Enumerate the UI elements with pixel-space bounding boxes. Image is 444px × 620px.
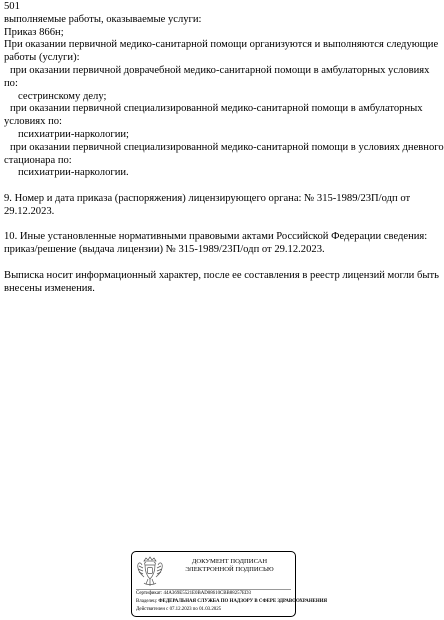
owner-label: Владелец: <box>136 599 158 605</box>
disclaimer-line-2: внесены изменения. <box>4 282 95 294</box>
license-extract-text <box>4 1 444 295</box>
item-10-line-2: приказ/решение (выдача лицензии) № 315-1989/23П/одп от 29.12.2023. <box>4 244 325 256</box>
certificate-row <box>136 590 306 598</box>
item-9-line-2: 29.12.2023. <box>4 205 55 217</box>
specialized-outpatient-line-2: условиях по: <box>4 116 62 128</box>
service-nursing: сестринскому делу; <box>18 90 107 102</box>
stamp-title-line-1: ДОКУМЕНТ ПОДПИСАН <box>191 558 268 565</box>
stamp-details <box>136 590 328 615</box>
specialized-day-hospital-line-1: при оказании первичной специализированной медико-санитарной помощи в условиях дневного <box>10 141 444 153</box>
service-psychiatry-narcology-outpatient: психиатрии-наркологии; <box>18 128 130 140</box>
certificate-label: Сертификат: <box>136 591 163 596</box>
page-number: 501 <box>4 1 20 12</box>
certificate-value: 44A369E5521E0BAD08610CBB88257ED3 <box>163 591 251 596</box>
specialized-outpatient-line-1: при оказании первичной специализированной медико-санитарной помощи в амбулаторных <box>10 103 423 115</box>
item-9-line-1: 9. Номер и дата приказа (распоряжения) лицензирующего органа: № 315-1989/23П/одп от <box>4 192 411 204</box>
validity-period: Действителен с 07.12.2023 по 01.03.2025 <box>136 607 222 613</box>
electronic-signature-stamp <box>131 551 328 617</box>
owner-row <box>136 598 328 606</box>
service-psychiatry-narcology-day-hospital: психиатрии-наркологии. <box>18 167 129 179</box>
owner-value: ФЕДЕРАЛЬНАЯ СЛУЖБА ПО НАДЗОРУ В СФЕРЕ ЗДРАВООХРАНЕНИЯ <box>158 599 328 605</box>
item-10-line-1: 10. Иные установленные нормативными правовыми актами Российской Федерации сведения: <box>4 231 428 243</box>
stamp-title-line-2: ЭЛЕКТРОННОЙ ПОДПИСЬЮ <box>185 566 274 574</box>
order-reference: Приказ 866н; <box>4 26 64 38</box>
disclaimer-line-1: Выписка носит информационный характер, после ее составления в реестр лицензий могли быть <box>4 269 439 281</box>
services-intro-line-1: При оказании первичной медико-санитарной помощи организуются и выполняются следующие <box>4 39 439 51</box>
services-intro-line-2: работы (услуги): <box>4 52 80 64</box>
russian-coat-of-arms-icon <box>136 555 164 589</box>
specialized-day-hospital-line-2: стационара по: <box>4 154 72 166</box>
prehospital-care-line-2: по: <box>4 77 18 89</box>
services-heading: выполняемые работы, оказываемые услуги: <box>4 13 202 25</box>
prehospital-care-line-1: при оказании первичной доврачебной медико-санитарной помощи в амбулаторных условиях <box>10 64 430 76</box>
stamp-title <box>166 558 293 575</box>
